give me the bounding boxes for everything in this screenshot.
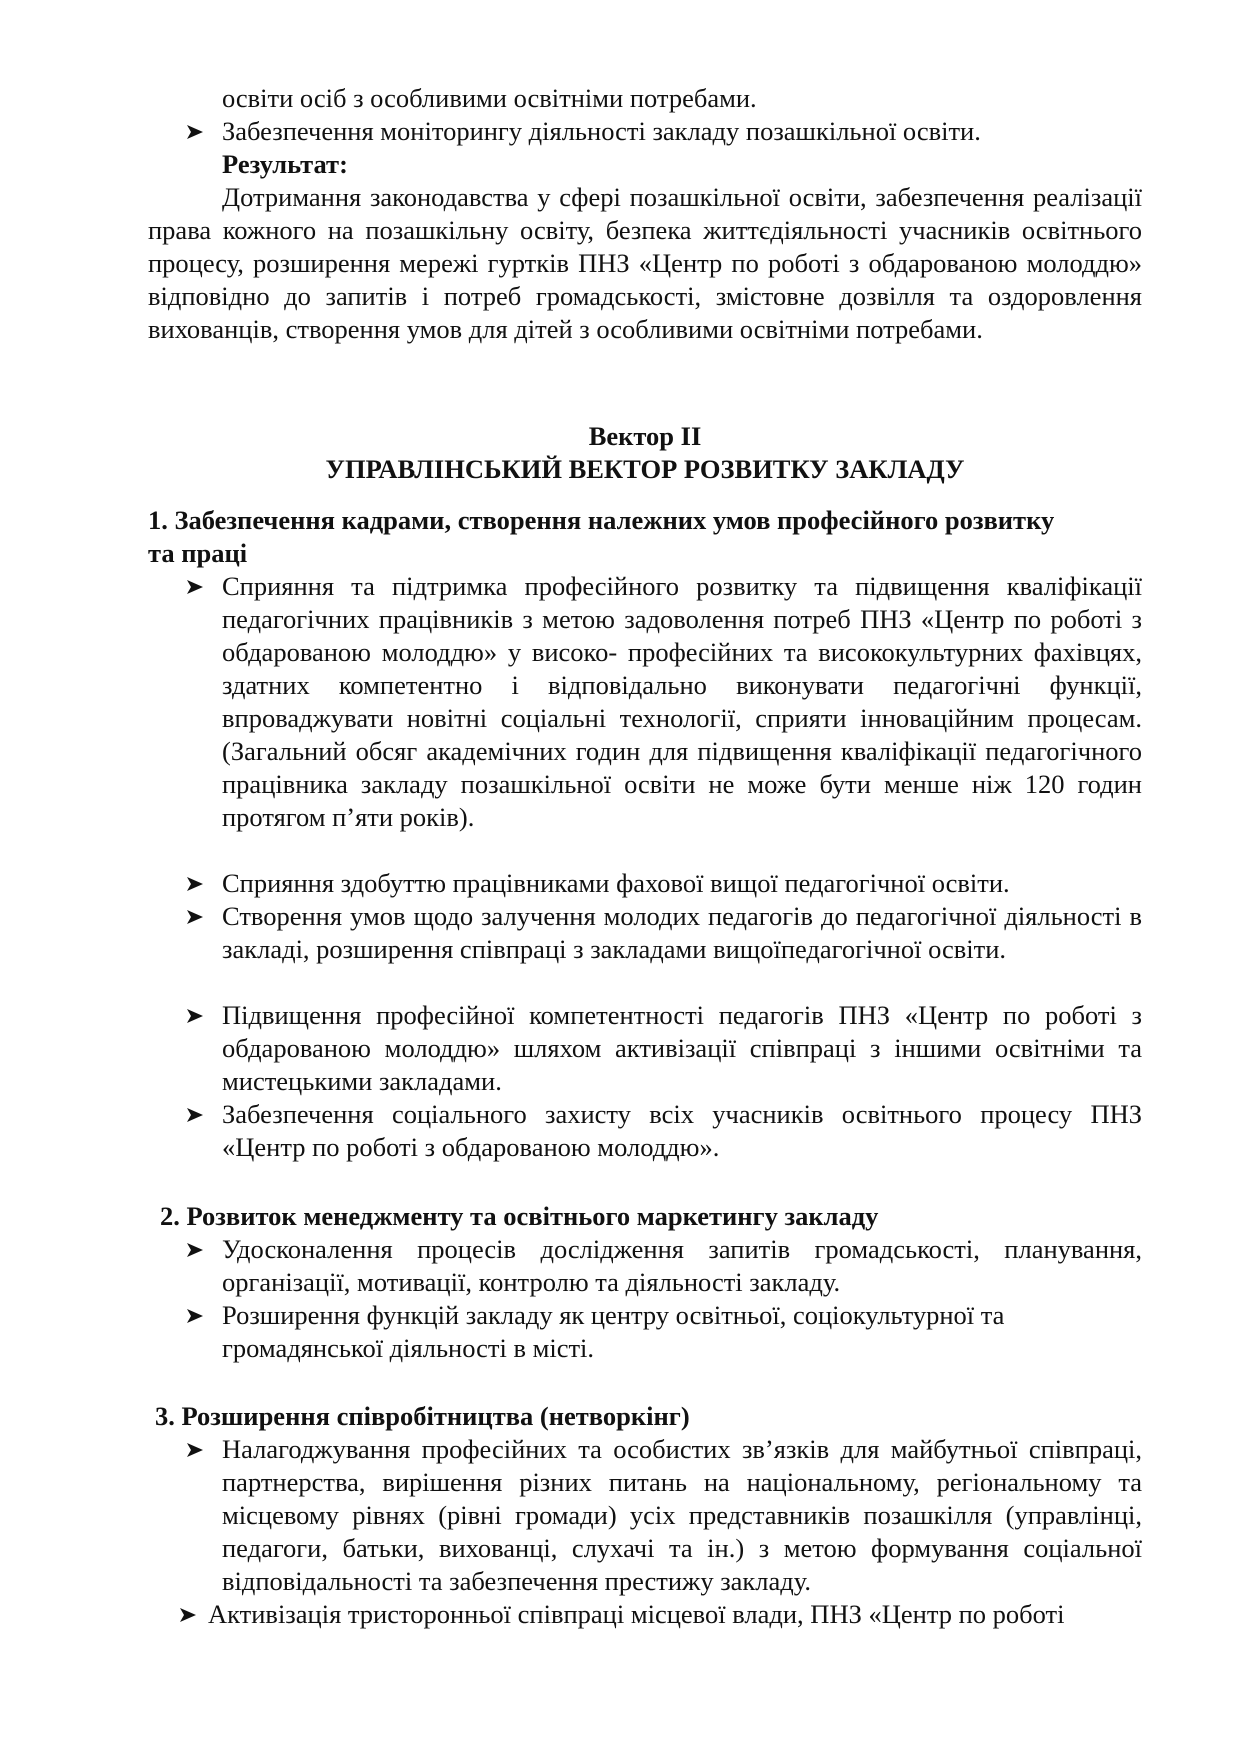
section1-bullet-3-text: Створення умов щодо залучення молодих педагогів до педагогічної діяльності в закладі, розширення співпраці з закладами вищоїпедагогічної освіти. bbox=[222, 901, 1142, 964]
section1-bullet-1 bbox=[222, 570, 1142, 834]
section1-heading-line2: та праці bbox=[148, 538, 248, 568]
section1-bullet-2 bbox=[222, 867, 1142, 900]
result-paragraph: Дотримання законодавства у сфері позашкільної освіти, забезпечення реалізації права кожного на позашкільну освіту, безпека життєдіяльності учасників освітнього процесу, розширення мережі гуртків ПНЗ «Центр по роботі з обдарованою молоддю» відповідно до запитів і потреб громадськості, змістовне дозвілля та оздоровлення вихованців, створення умов для дітей з особливими освітніми потребами. bbox=[148, 182, 1142, 344]
arrowhead-bullet-icon bbox=[185, 1098, 205, 1123]
section2-heading: 2. Розвиток менеджменту та освітнього маркетингу закладу bbox=[160, 1201, 879, 1231]
arrowhead-bullet-icon bbox=[185, 570, 205, 595]
section1-bullet-4-text: Підвищення професійної компетентності педагогів ПНЗ «Центр по роботі з обдарованою молоддю» шляхом активізації співпраці з іншими освітніми та мистецькими закладами. bbox=[222, 1000, 1142, 1096]
arrowhead-bullet-icon bbox=[178, 1598, 198, 1623]
section1-heading-line1: 1. Забезпечення кадрами, створення належних умов професійного розвитку bbox=[148, 505, 1055, 535]
section1-bullet-1-text: Сприяння та підтримка професійного розвитку та підвищення кваліфікації педагогічних працівників з метою задоволення потреб ПНЗ «Центр по роботі з обдарованою молоддю» у високо- професійних та висококультурних фахівцях, здатних компетентно і відповідально виконувати педагогічні функції, впроваджувати новітні соціальні технології, сприяти інноваційним процесам. (Загальний обсяг академічних годин для підвищення кваліфікації педагогічного працівника закладу позашкільної освіти не може бути менше ніж 120 годин протягом п’яти років). bbox=[222, 571, 1142, 832]
arrowhead-bullet-icon bbox=[185, 1433, 205, 1458]
section1-bullet-5 bbox=[222, 1098, 1142, 1164]
section1-bullet-5-text: Забезпечення соціального захисту всіх учасників освітнього процесу ПНЗ «Центр по роботі з обдарованою молоддю». bbox=[222, 1099, 1142, 1162]
arrowhead-bullet-icon bbox=[185, 999, 205, 1024]
section2-bullet-2-text: Розширення функцій закладу як центру освітньої, соціокультурної та громадянської діяльності в місті. bbox=[222, 1300, 1005, 1363]
arrowhead-bullet-icon bbox=[185, 900, 205, 925]
section2-bullet-2 bbox=[222, 1299, 1122, 1365]
section2-bullet-1-text: Удосконалення процесів дослідження запитів громадськості, планування, організації, мотивації, контролю та діяльності закладу. bbox=[222, 1234, 1142, 1297]
section1-bullet-2-text: Сприяння здобуттю працівниками фахової вищої педагогічної освіти. bbox=[222, 868, 1010, 898]
arrowhead-bullet-icon bbox=[185, 1299, 205, 1324]
section3-heading: 3. Розширення співробітництва (нетворкінг) bbox=[155, 1401, 690, 1431]
section3-bullet-1 bbox=[222, 1433, 1142, 1598]
arrowhead-bullet-icon bbox=[185, 867, 205, 892]
vector-label: Вектор ІІ bbox=[588, 421, 702, 451]
intro-continuation-line: освіти осіб з особливими освітніми потребами. bbox=[222, 83, 757, 113]
arrowhead-bullet-icon bbox=[185, 115, 205, 140]
section1-bullet-3 bbox=[222, 900, 1142, 966]
section3-bullet-2-text: Активізація тристоронньої співпраці місцевої влади, ПНЗ «Центр по роботі bbox=[208, 1599, 1065, 1629]
bullet-monitoring bbox=[222, 115, 1142, 148]
result-heading: Результат: bbox=[222, 149, 348, 179]
bullet-monitoring-text: Забезпечення моніторингу діяльності закладу позашкільної освіти. bbox=[222, 116, 981, 146]
section2-bullet-1 bbox=[222, 1233, 1142, 1299]
section1-bullet-4 bbox=[222, 999, 1142, 1098]
section3-bullet-2 bbox=[208, 1598, 1188, 1631]
arrowhead-bullet-icon bbox=[185, 1233, 205, 1258]
vector-title: УПРАВЛІНСЬКИЙ ВЕКТОР РОЗВИТКУ ЗАКЛАДУ bbox=[325, 454, 965, 484]
section3-bullet-1-text: Налагоджування професійних та особистих зв’язків для майбутньої співпраці, партнерства, вирішення різних питань на національному, регіональному та місцевому рівнях (рівні громади) усіх представників позашкілля (управлінці, педагоги, батьки, вихованці, слухачі та ін.) з метою формування соціальної відповідальності та забезпечення престижу закладу. bbox=[222, 1434, 1142, 1596]
